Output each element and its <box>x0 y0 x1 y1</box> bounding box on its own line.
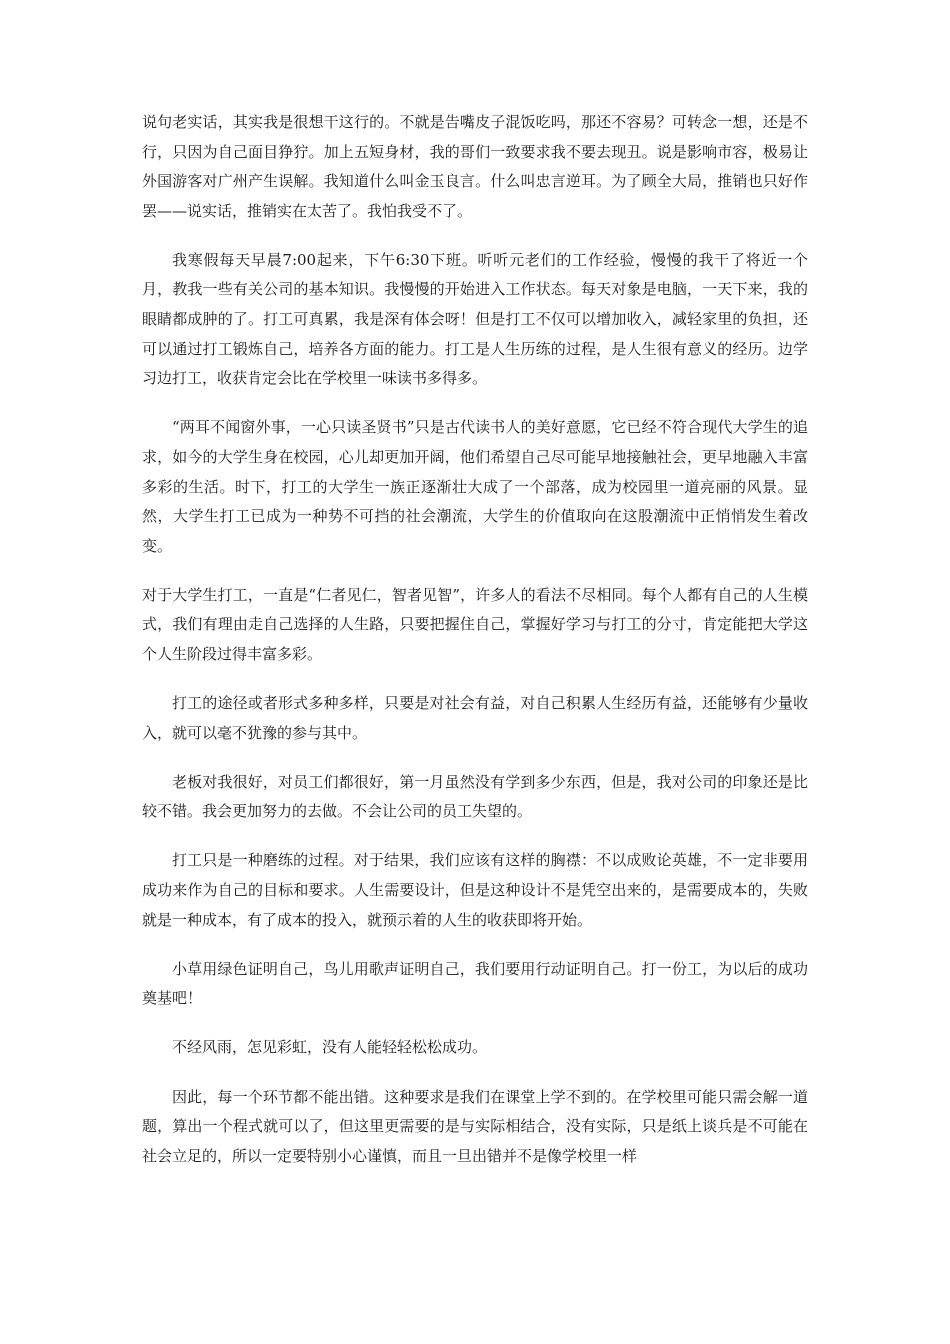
paragraph-8: 小草用绿色证明自己，鸟儿用歌声证明自己，我们要用行动证明自己。打一份工，为以后的成功奠基吧！ <box>142 959 808 1008</box>
paragraph-6: 老板对我很好，对员工们都很好，第一月虽然没有学到多少东西，但是，我对公司的印象还是比较不错。我会更加努力的去做。不会让公司的员工失望的。 <box>142 772 808 821</box>
paragraph-7: 打工只是一种磨练的过程。对于结果，我们应该有这样的胸襟：不以成败论英雄，不一定非要用成功来作为自己的目标和要求。人生需要设计，但是这种设计不是凭空出来的，是需要成本的，失败就是一种成本，有了成本的投入，就预示着的人生的收获即将开始。 <box>142 851 808 929</box>
paragraph-4: 对于大学生打工，一直是“仁者见仁，智者见智”，许多人的看法不尽相同。每个人都有自己的人生模式，我们有理由走自己选择的人生路，只要把握住自己，掌握好学习与打工的分寸，肯定能把大学这个人生阶段过得丰富多彩。 <box>142 585 808 663</box>
paragraph-3: “两耳不闻窗外事，一心只读圣贤书”只是古代读书人的美好意愿，它已经不符合现代大学生的追求，如今的大学生身在校园，心儿却更加开阔，他们希望自己尽可能早地接触社会，更早地融入丰富多彩的生活。时下，打工的大学生一族正逐渐壮大成了一个部落，成为校园里一道亮丽的风景。显然，大学生打工已成为一种势不可挡的社会潮流，大学生的价值取向在这股潮流中正悄悄发生着改变。 <box>142 418 808 555</box>
paragraph-9: 不经风雨，怎见彩虹，没有人能轻轻松松成功。 <box>172 1038 488 1057</box>
paragraph-1: 说句老实话，其实我是很想干这行的。不就是告嘴皮子混饭吃吗，那还不容易？可转念一想，还是不行，只因为自己面目狰狞。加上五短身材，我的哥们一致要求我不要去现丑。说是影响市容，极易让外国游客对广州产生误解。我知道什么叫金玉良言。什么叫忠言逆耳。为了顾全大局，推销也只好作罢——说实话，推销实在太苦了。我怕我受不了。 <box>142 113 808 220</box>
paragraph-5: 打工的途径或者形式多种多样，只要是对社会有益，对自己积累人生经历有益，还能够有少量收入，就可以毫不犹豫的参与其中。 <box>142 694 808 742</box>
paragraph-10: 因此，每一个环节都不能出错。这种要求是我们在课堂上学不到的。在学校里可能只需会解一道题，算出一个程式就可以了，但这里更需要的是与实际相结合，没有实际，只是纸上谈兵是不可能在社会立足的，所以一定要特别小心谨慎，而且一旦出错并不是像学校里一样 <box>142 1087 808 1165</box>
document-body <box>142 108 808 1191</box>
paragraph-2: 我寒假每天早晨7:00起来，下午6:30下班。听听元老们的工作经验，慢慢的我干了将近一个月，教我一些有关公司的基本知识。我慢慢的开始进入工作状态。每天对象是电脑，一天下来，我的眼睛都成肿的了。打工可真累，我是深有体会呀！但是打工不仅可以增加收入，减轻家里的负担，还可以通过打工锻炼自己，培养各方面的能力。打工是人生历练的过程，是人生很有意义的经历。边学习边打工，收获肯定会比在学校里一味读书多得多。 <box>142 250 808 388</box>
